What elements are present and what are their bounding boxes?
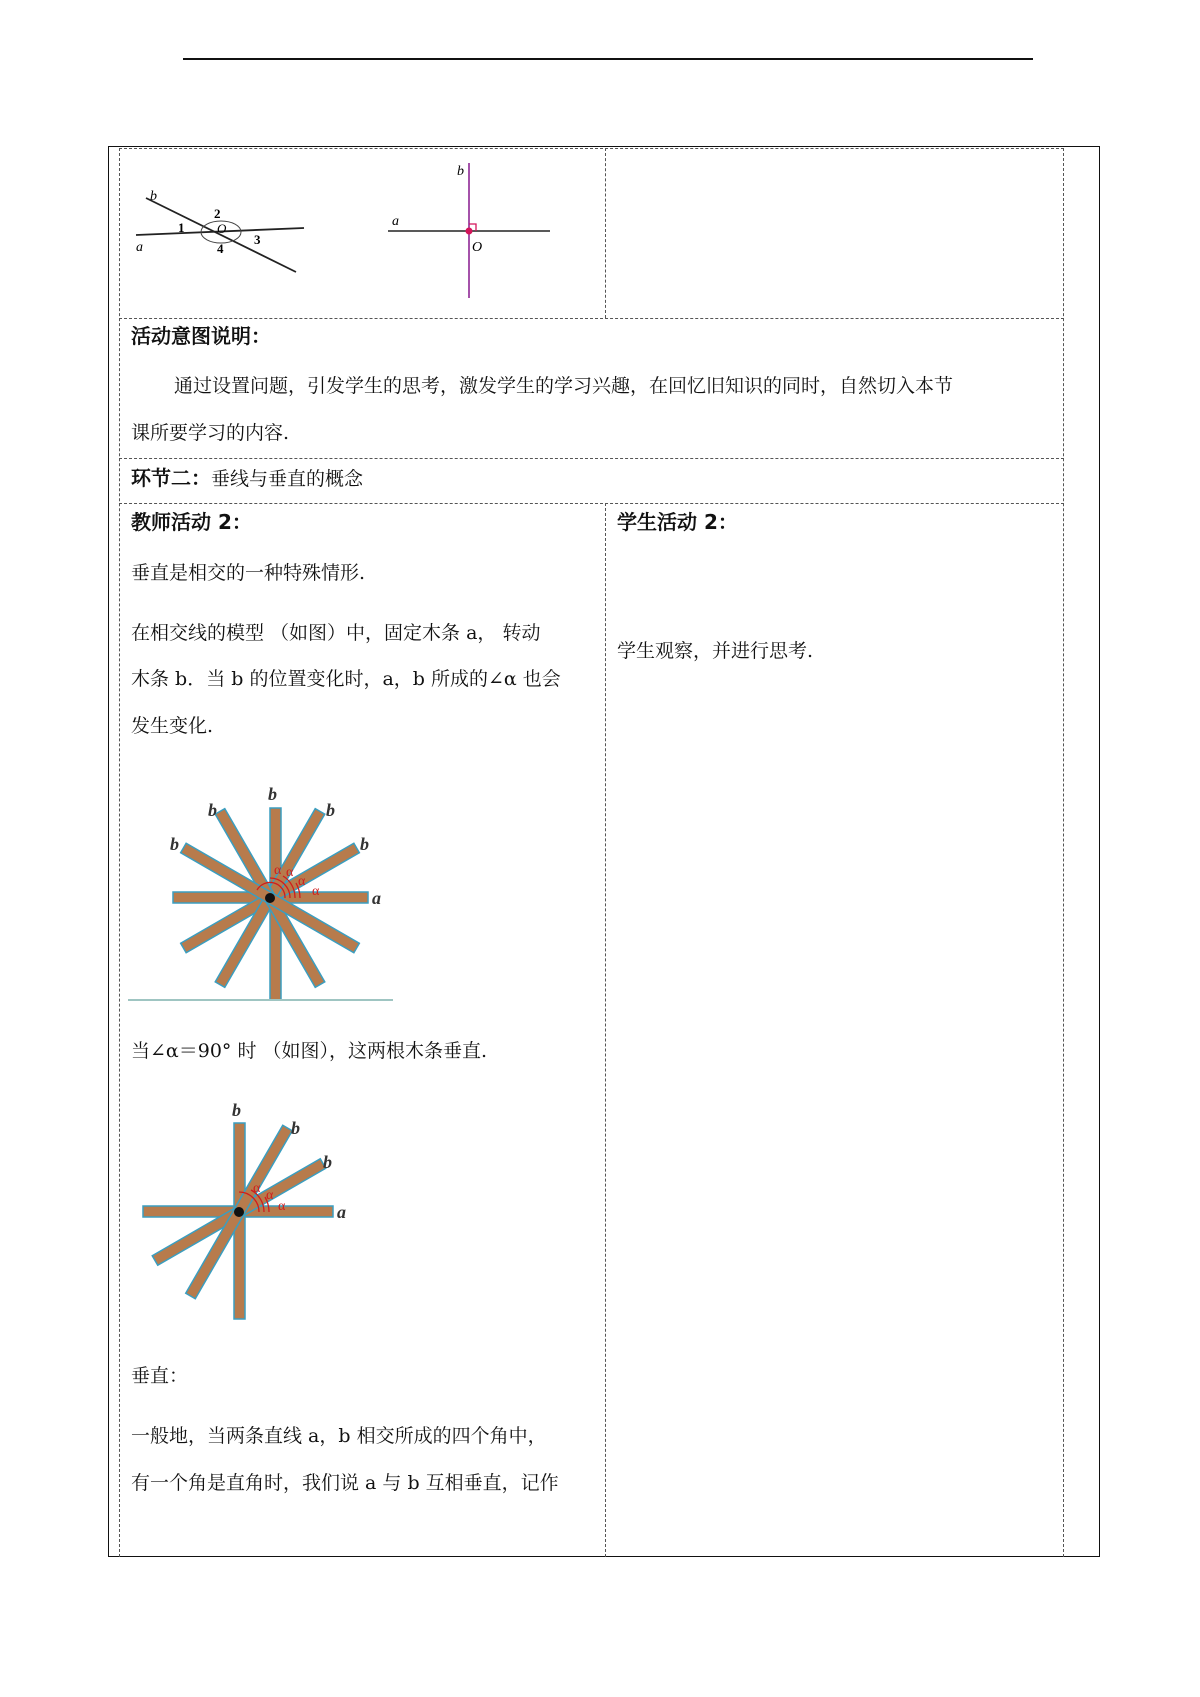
perpendicular-lines-figure xyxy=(380,158,560,303)
label-a: a xyxy=(372,888,381,908)
label-a: a xyxy=(337,1202,346,1222)
teacher-p5-line1: 一般地，当两条直线 a，b 相交所成的四个角中， xyxy=(131,1425,547,1447)
alpha-label-2: α xyxy=(266,1188,274,1203)
sticks xyxy=(143,1123,333,1319)
stage-title: 垂线与垂直的概念 xyxy=(211,468,364,490)
teacher-p4: 垂直： xyxy=(131,1365,189,1387)
label-b-top: b xyxy=(268,784,277,804)
sticks xyxy=(173,808,368,1000)
label-b-left: b xyxy=(170,834,179,854)
pivot-point xyxy=(265,893,275,903)
label-1: 1 xyxy=(178,220,185,235)
label-b-right: b xyxy=(360,834,369,854)
label-3: 3 xyxy=(254,232,261,247)
teacher-p1: 垂直是相交的一种特殊情形. xyxy=(131,562,366,584)
alpha-label-2: α xyxy=(298,874,306,889)
row-separator-3 xyxy=(119,503,1064,504)
intersecting-lines-figure xyxy=(128,180,313,280)
stage-label: 环节二： xyxy=(131,466,211,490)
alpha-label-1: α xyxy=(312,884,320,899)
label-2: 2 xyxy=(214,206,221,221)
label-b-right-upper: b xyxy=(326,800,335,820)
teacher-p2-line2: 木条 b．当 b 的位置变化时，a，b 所成的∠α 也会 xyxy=(131,668,561,690)
alpha-label-3: α xyxy=(286,865,294,880)
label-b: b xyxy=(457,164,464,179)
label-b-right: b xyxy=(323,1152,332,1172)
teacher-p3: 当∠α＝90° 时 （如图），这两根木条垂直. xyxy=(131,1040,488,1062)
alpha-label-1: α xyxy=(278,1199,286,1214)
pivot-point xyxy=(234,1207,244,1217)
teacher-p2-line1: 在相交线的模型 （如图）中，固定木条 a， 转动 xyxy=(131,622,541,644)
label-o: O xyxy=(472,240,483,255)
label-b-left-upper: b xyxy=(208,800,217,820)
intent-heading: 活动意图说明： xyxy=(131,324,271,348)
label-b-middle: b xyxy=(291,1118,300,1138)
teacher-p5-line2: 有一个角是直角时，我们说 a 与 b 互相垂直，记作 xyxy=(131,1472,559,1494)
row-separator-1 xyxy=(119,318,1064,319)
rotating-sticks-figure xyxy=(128,778,398,1003)
intent-line-2: 课所要学习的内容. xyxy=(131,422,290,444)
alpha-label-4: α xyxy=(274,863,282,878)
student-heading: 学生活动 2： xyxy=(617,510,738,534)
label-b: b xyxy=(150,189,157,204)
label-a: a xyxy=(392,214,399,229)
teacher-heading: 教师活动 2： xyxy=(131,510,252,534)
row1-divider xyxy=(605,148,606,318)
label-a: a xyxy=(136,240,143,255)
label-o: O xyxy=(217,221,227,236)
intent-line-1: 通过设置问题，引发学生的思考，激发学生的学习兴趣，在回忆旧知识的同时，自然切入本节 xyxy=(174,375,954,397)
stage-title-row xyxy=(131,466,363,491)
perpendicular-sticks-figure xyxy=(140,1098,365,1328)
teacher-p2-line3: 发生变化. xyxy=(131,715,214,737)
alpha-label-3: α xyxy=(253,1181,261,1196)
student-p1: 学生观察，并进行思考. xyxy=(617,640,814,662)
label-4: 4 xyxy=(217,241,224,256)
activity-divider xyxy=(605,503,606,1557)
intersection-point xyxy=(466,228,473,235)
row-separator-2 xyxy=(119,458,1064,459)
header-rule xyxy=(183,58,1033,60)
label-b-top: b xyxy=(232,1100,241,1120)
